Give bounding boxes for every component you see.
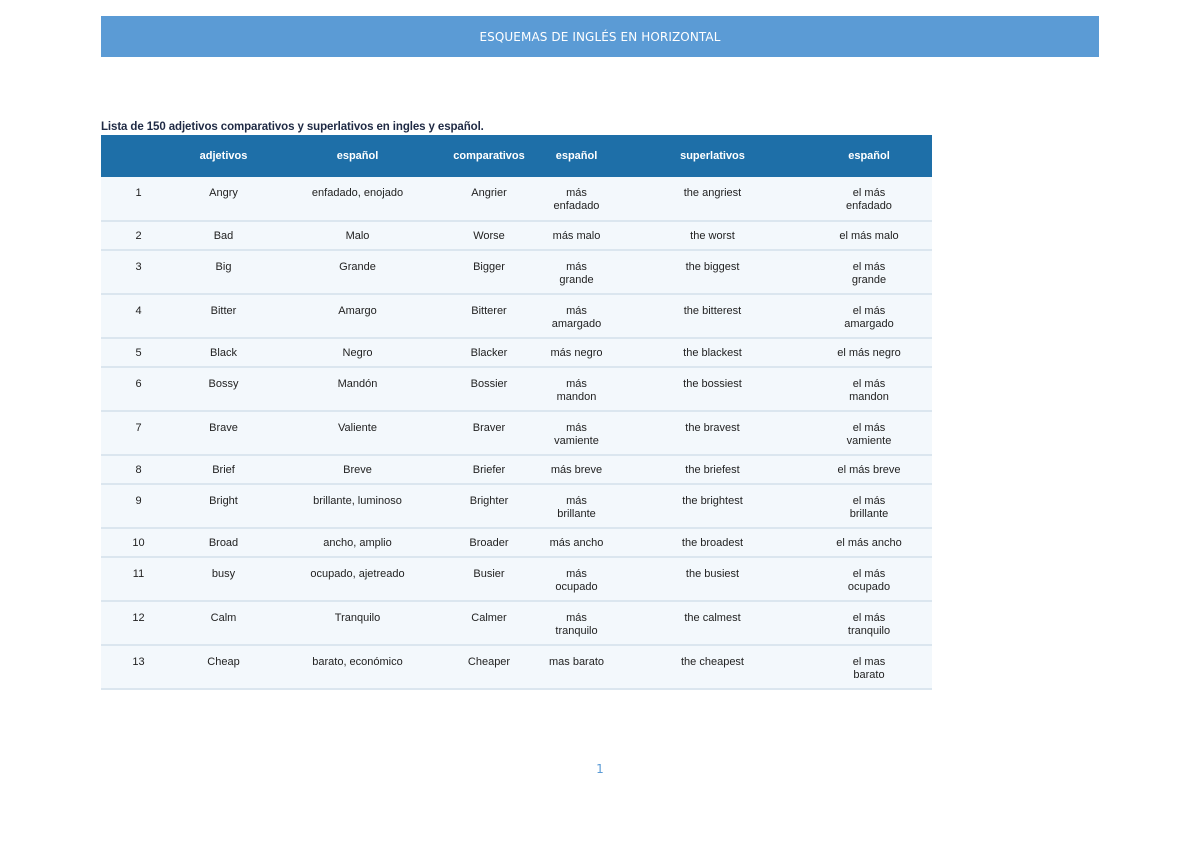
cell-espanol-adjetivo: Valiente [338,422,377,434]
column-header-comparativos [444,135,534,177]
cell-number: 2 [135,230,142,242]
adjectives-table [101,135,932,690]
cell-espanol-comparativo-text: más vamiente [554,422,599,447]
cell-espanol-superlativo: el más negro [837,347,901,359]
cell-espanol-comparativo: más breve [550,464,603,476]
cell-espanol-superlativo [806,645,932,689]
cell-espanol-comparativo-text: más enfadado [553,187,600,212]
cell-espanol-adjetivo: Mandón [337,378,378,390]
cell-adjetivo: Bad [213,230,234,242]
cell-espanol-adjetivo: Amargo [338,305,377,317]
table-row [101,338,932,367]
cell-comparativo: Busier [473,568,505,580]
cell-adjetivo: busy [211,568,236,580]
table-row [101,221,932,250]
cell-espanol-comparativo-text: mas barato [548,656,605,668]
cell-comparativo: Blacker [470,347,508,359]
cell-adjetivo: Broad [208,537,239,549]
cell-espanol-superlativo: el más ancho [836,537,902,549]
cell-espanol-comparativo-text: más tranquilo [555,612,598,637]
list-title: Lista de 150 adjetivos comparativos y superlativos en ingles y español. [101,121,484,133]
cell-number: 4 [135,305,142,317]
cell-espanol-adjetivo: Malo [345,230,370,242]
page-number: 1 [596,762,604,776]
cell-adjetivo: Black [210,347,237,359]
document-header-bar [101,16,1099,57]
cell-number: 8 [135,464,142,476]
document-header-title: ESQUEMAS DE INGLÉS EN HORIZONTAL [479,29,721,44]
column-header-adjetivos: adjetivos [199,149,248,162]
column-header-espanol-2: español [555,149,598,162]
cell-superlativo: the blackest [683,347,742,359]
cell-number: 6 [135,378,142,390]
cell-superlativo: the biggest [685,261,740,273]
column-header-comparativos-label: comparativos [453,149,525,162]
cell-espanol-comparativo [534,601,619,645]
cell-superlativo: the angriest [683,187,742,199]
table-body [101,177,932,689]
cell-comparativo: Angrier [471,187,507,199]
column-header-number [101,135,176,177]
cell-adjetivo: Big [215,261,232,273]
cell-espanol-adjetivo: brillante, luminoso [313,495,402,507]
table-header [101,135,932,177]
cell-espanol-superlativo-text: el más tranquilo [847,612,891,637]
table-header-row [101,135,932,177]
cell-espanol-adjetivo: barato, económico [312,656,403,668]
cell-comparativo: Bigger [473,261,505,273]
cell-number: 9 [135,495,142,507]
cell-number: 10 [132,537,145,549]
cell-espanol-comparativo [534,294,619,338]
cell-superlativo: the broadest [681,537,744,549]
adjectives-table-container [101,135,932,690]
cell-espanol-comparativo: más ancho [549,537,604,549]
cell-number: 12 [132,612,145,624]
cell-adjetivo: Cheap [207,656,240,668]
cell-espanol-superlativo-text: el más grande [851,261,887,286]
cell-comparativo: Cheaper [467,656,511,668]
cell-adjetivo: Bright [209,495,238,507]
cell-comparativo: Calmer [471,612,507,624]
table-row [101,645,932,689]
column-header-espanol-1: español [336,149,379,162]
cell-superlativo: the brightest [682,495,743,507]
cell-comparativo: Briefer [472,464,506,476]
table-row [101,411,932,455]
cell-espanol-superlativo [806,411,932,455]
cell-espanol-comparativo-text: más ocupado [555,568,598,593]
cell-espanol-comparativo-text: más brillante [557,495,596,520]
cell-espanol-superlativo [806,177,932,221]
cell-espanol-comparativo [534,484,619,528]
cell-number: 3 [135,261,142,273]
cell-number: 13 [132,656,145,668]
cell-adjetivo: Bitter [210,305,237,317]
cell-espanol-comparativo [534,411,619,455]
column-header-espanol-3: español [848,149,890,162]
cell-number: 11 [132,568,145,580]
cell-espanol-superlativo-text: el más amargado [844,305,894,330]
cell-espanol-adjetivo: Negro [342,347,373,359]
cell-espanol-superlativo: el más breve [837,464,901,476]
table-row [101,601,932,645]
cell-superlativo: the calmest [684,612,741,624]
table-row [101,455,932,484]
cell-espanol-adjetivo: Tranquilo [334,612,381,624]
cell-superlativo: the busiest [685,568,740,580]
cell-espanol-superlativo [806,557,932,601]
cell-comparativo: Braver [472,422,506,434]
cell-adjetivo: Brave [209,422,238,434]
table-row [101,557,932,601]
cell-adjetivo: Calm [210,612,237,624]
cell-comparativo: Brighter [469,495,509,507]
cell-superlativo: the bravest [685,422,740,434]
cell-espanol-superlativo [806,367,932,411]
table-row [101,367,932,411]
table-row [101,177,932,221]
cell-espanol-superlativo: el más malo [839,230,899,242]
cell-espanol-adjetivo: ocupado, ajetreado [310,568,405,580]
cell-espanol-comparativo [534,645,619,689]
cell-espanol-comparativo-text: más amargado [551,305,602,330]
cell-adjetivo: Angry [209,187,238,199]
cell-superlativo: the briefest [685,464,740,476]
cell-number: 1 [135,187,142,199]
table-row [101,528,932,557]
cell-number: 7 [135,422,142,434]
cell-espanol-adjetivo: Breve [343,464,372,476]
cell-espanol-adjetivo: ancho, amplio [323,537,392,549]
cell-espanol-superlativo-text: el más brillante [849,495,889,520]
cell-superlativo: the worst [690,230,735,242]
cell-adjetivo: Bossy [208,378,239,390]
cell-espanol-superlativo [806,484,932,528]
cell-espanol-superlativo-text: el más mandon [849,378,889,403]
cell-espanol-comparativo-text: más grande [559,261,594,286]
column-header-superlativos: superlativos [680,149,745,162]
cell-espanol-superlativo-text: el mas barato [852,656,886,681]
cell-superlativo: the bitterest [683,305,742,317]
cell-superlativo: the cheapest [681,656,744,668]
table-row [101,250,932,294]
cell-espanol-comparativo [534,177,619,221]
cell-comparativo: Broader [469,537,509,549]
table-row [101,484,932,528]
table-row [101,294,932,338]
cell-espanol-superlativo-text: el más vamiente [846,422,892,447]
cell-espanol-superlativo [806,250,932,294]
cell-espanol-adjetivo: enfadado, enojado [311,187,404,199]
cell-espanol-comparativo [534,367,619,411]
cell-comparativo: Worse [473,230,505,242]
cell-comparativo: Bitterer [471,305,507,317]
cell-espanol-superlativo [806,601,932,645]
cell-number: 5 [135,347,142,359]
cell-espanol-superlativo [806,294,932,338]
cell-espanol-superlativo-text: el más ocupado [847,568,891,593]
cell-espanol-adjetivo: Grande [339,261,376,273]
cell-adjetivo: Brief [212,464,235,476]
cell-espanol-superlativo-text: el más enfadado [846,187,892,212]
cell-espanol-comparativo: más negro [550,347,603,359]
cell-espanol-comparativo-text: más mandon [556,378,597,403]
cell-espanol-comparativo [534,557,619,601]
cell-espanol-comparativo: más malo [552,230,601,242]
cell-comparativo: Bossier [470,378,508,390]
cell-espanol-comparativo [534,250,619,294]
cell-superlativo: the bossiest [683,378,742,390]
